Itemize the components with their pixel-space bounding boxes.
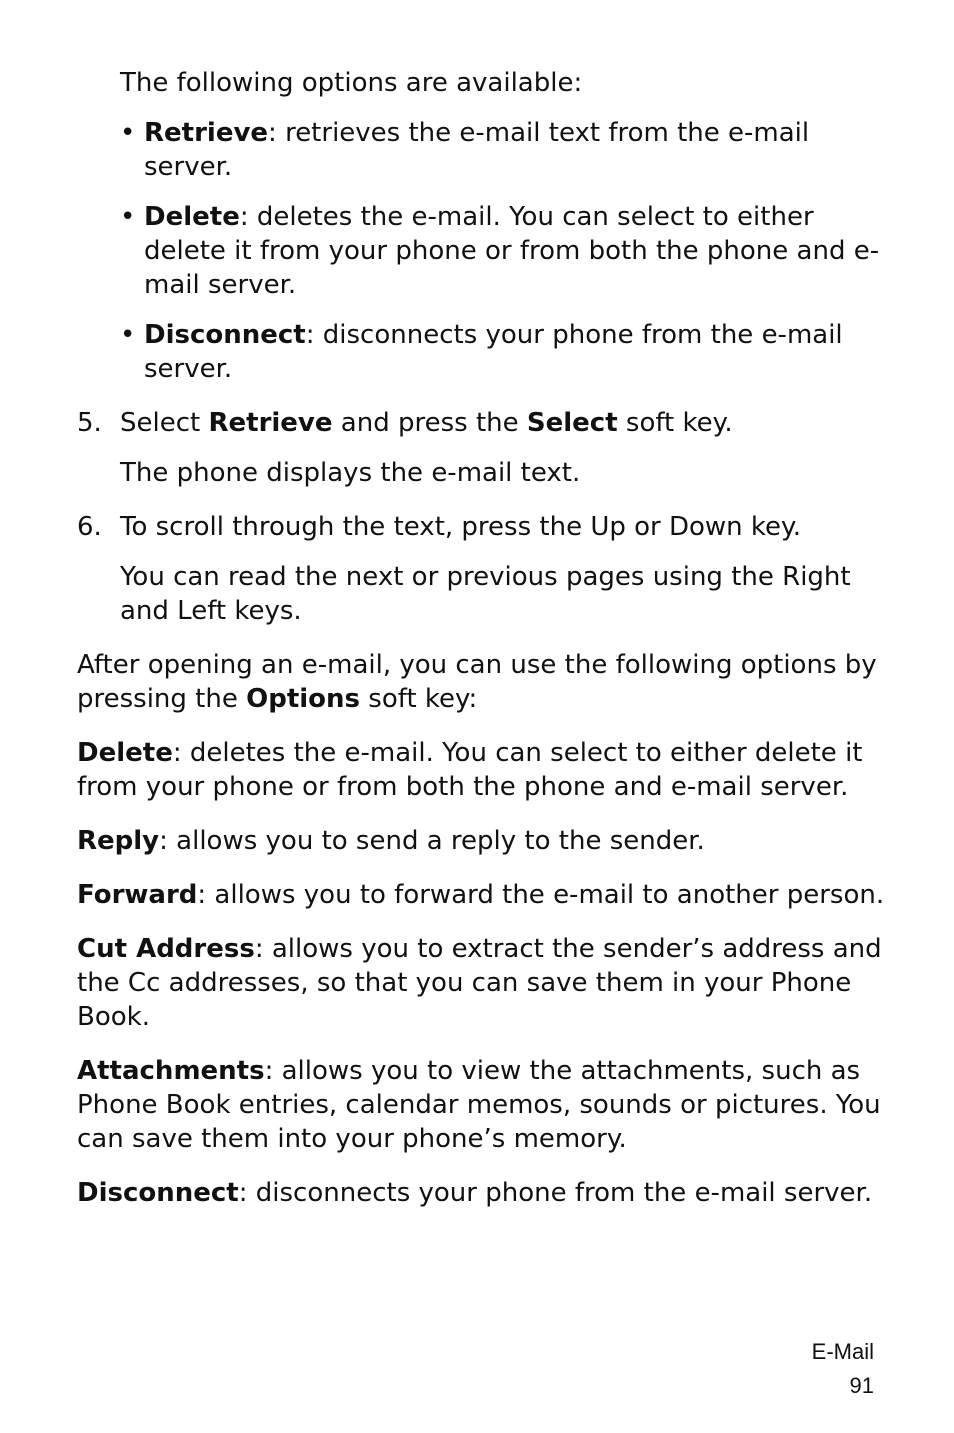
list-item — [120, 116, 887, 184]
step-text: To scroll through the text, press the Up or Down key. — [120, 512, 801, 542]
section-name: E-Mail — [811, 1339, 874, 1364]
option-description: : allows you to forward the e-mail to another person. — [197, 880, 885, 910]
page-number: 91 — [849, 1373, 874, 1398]
option-cut-address — [77, 932, 887, 1034]
option-term: Disconnect — [144, 320, 306, 350]
after-open-paragraph: After opening an e-mail, you can use the following options by pressing the Options soft key: — [77, 650, 877, 714]
option-term: Delete — [77, 738, 173, 768]
option-attachments — [77, 1054, 887, 1156]
page-content — [77, 66, 887, 1210]
step-note: You can read the next or previous pages using the Right and Left keys. — [120, 562, 851, 626]
intro-text: The following options are available: — [120, 68, 583, 98]
bullet-icon: • — [120, 320, 136, 350]
option-description: : deletes the e-mail. You can select to either delete it from your phone or from both the phone and e-mail server. — [144, 202, 880, 300]
option-term: Reply — [77, 826, 160, 856]
option-description: : disconnects your phone from the e-mail server. — [238, 1178, 873, 1208]
option-term: Attachments — [77, 1056, 265, 1086]
option-description: : allows you to send a reply to the sender. — [159, 826, 705, 856]
step-6 — [77, 510, 887, 628]
option-description: : disconnects your phone from the e-mail server. — [144, 320, 843, 384]
option-term: Delete — [144, 202, 240, 232]
option-term: Retrieve — [144, 118, 269, 148]
option-description: : allows you to view the attachments, such as Phone Book entries, calendar memos, sounds or pictures. You can save them into your phone’s memory. — [77, 1056, 881, 1154]
step-number: 5. — [77, 408, 102, 438]
step-text: Select Retrieve and press the Select soft key. — [120, 408, 733, 438]
option-term: Disconnect — [77, 1178, 239, 1208]
option-disconnect — [77, 1176, 887, 1210]
bullet-icon: • — [120, 202, 136, 232]
option-description: : retrieves the e-mail text from the e-mail server. — [144, 118, 810, 182]
option-reply — [77, 824, 887, 858]
option-description: : allows you to extract the sender’s address and the Cc addresses, so that you can save them in your Phone Book. — [77, 934, 882, 1032]
option-delete — [77, 736, 887, 804]
option-forward — [77, 878, 887, 912]
list-item — [120, 200, 887, 302]
option-term: Forward — [77, 880, 198, 910]
step-5 — [77, 406, 887, 490]
bullet-list — [77, 116, 887, 386]
step-note: The phone displays the e-mail text. — [120, 458, 581, 488]
list-item — [120, 318, 887, 386]
step-number: 6. — [77, 512, 102, 542]
option-term: Cut Address — [77, 934, 255, 964]
page-footer — [812, 1335, 874, 1403]
option-description: : deletes the e-mail. You can select to either delete it from your phone or from both the phone and e-mail server. — [77, 738, 863, 802]
bullet-icon: • — [120, 118, 136, 148]
